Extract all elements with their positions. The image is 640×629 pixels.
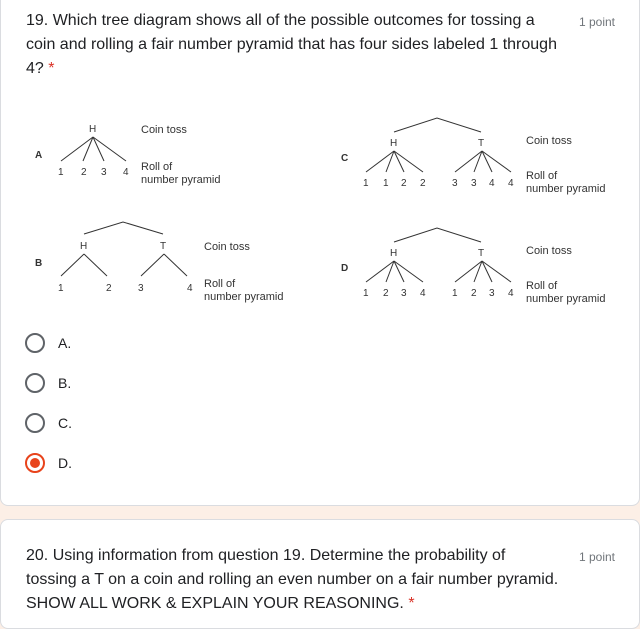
question-20-points: 1 point [578, 550, 615, 564]
option-d-label: D. [58, 455, 72, 471]
diagram-b-leaf: 4 [187, 283, 193, 294]
diagram-d-leaf: 1 [452, 288, 458, 299]
diagram-b-label-roll-1: Roll of [204, 278, 236, 290]
diagram-d-letter: D [341, 263, 349, 274]
diagram-a-node-h: H [89, 124, 97, 135]
diagram-d-leaf: 2 [383, 288, 389, 299]
diagram-a-label-roll-1: Roll of [141, 161, 173, 173]
diagram-d [341, 228, 605, 305]
diagram-b-label-roll-2: number pyramid [204, 291, 284, 303]
diagram-c-leaf: 2 [420, 178, 426, 189]
required-asterisk: * [48, 60, 55, 77]
diagram-a-leaf: 1 [58, 167, 64, 178]
diagram-b-leaf: 2 [106, 283, 112, 294]
diagram-b [35, 222, 283, 303]
question-20-title-line-2: tossing a T on a coin and rolling an even number on a fair number pyramid. [26, 571, 559, 588]
diagram-b-node-h: H [80, 241, 88, 252]
question-19-points: 1 point [578, 15, 615, 29]
question-19-title-line-2: coin and rolling a fair number pyramid that has four sides labeled 1 through [26, 36, 557, 53]
diagram-c-node-t: T [478, 138, 485, 149]
diagram-d-leaf: 4 [508, 288, 514, 299]
diagram-a-label-coin-toss: Coin toss [141, 124, 187, 136]
radio-a[interactable] [25, 333, 45, 353]
option-b-label: B. [58, 375, 72, 391]
diagram-c-leaf: 2 [401, 178, 407, 189]
diagram-c-node-h: H [390, 138, 398, 149]
radio-d-selected[interactable] [25, 453, 45, 473]
option-d[interactable] [25, 451, 72, 475]
required-asterisk: * [408, 595, 415, 612]
radio-c[interactable] [25, 413, 45, 433]
question-20-title-line-1: 20. Using information from question 19. Determine the probability of [26, 547, 506, 564]
diagram-c [341, 118, 605, 195]
diagram-d-node-h: H [390, 248, 398, 259]
diagram-d-node-t: T [478, 248, 485, 259]
diagram-c-label-roll-1: Roll of [526, 170, 558, 182]
diagram-a-leaf: 3 [101, 167, 107, 178]
diagram-d-label-roll-1: Roll of [526, 280, 558, 292]
diagram-d-leaf: 4 [420, 288, 426, 299]
option-c[interactable] [25, 411, 72, 435]
question-19-title-line-1: 19. Which tree diagram shows all of the possible outcomes for tossing a [26, 12, 535, 29]
question-20-title-line-3: SHOW ALL WORK & EXPLAIN YOUR REASONING. * [26, 595, 415, 612]
diagram-c-label-roll-2: number pyramid [526, 183, 606, 195]
diagram-d-label-coin-toss: Coin toss [526, 245, 572, 257]
diagram-d-leaf: 1 [363, 288, 369, 299]
diagram-c-label-coin-toss: Coin toss [526, 135, 572, 147]
diagram-b-leaf: 3 [138, 283, 144, 294]
diagram-c-letter: C [341, 153, 349, 164]
diagram-c-leaf: 3 [452, 178, 458, 189]
diagram-b-leaf: 1 [58, 283, 64, 294]
tree-diagrams-image [1, 0, 640, 507]
diagram-b-label-coin-toss: Coin toss [204, 241, 250, 253]
diagram-c-leaf: 1 [383, 178, 389, 189]
diagram-d-leaf: 2 [471, 288, 477, 299]
diagram-b-letter: B [35, 258, 43, 269]
question-20-card [0, 519, 640, 629]
diagram-d-leaf: 3 [489, 288, 495, 299]
diagram-a [35, 124, 220, 186]
diagram-a-letter: A [35, 150, 43, 161]
diagram-d-label-roll-2: number pyramid [526, 293, 606, 305]
question-20-title [26, 544, 576, 616]
diagram-c-leaf: 1 [363, 178, 369, 189]
diagram-a-leaf: 2 [81, 167, 87, 178]
diagram-a-label-roll-2: number pyramid [141, 174, 221, 186]
radio-selected-dot [30, 458, 40, 468]
diagram-c-leaf: 4 [508, 178, 514, 189]
option-a-label: A. [58, 335, 72, 351]
question-19-title-line-3: 4? * [26, 60, 55, 77]
diagram-c-leaf: 4 [489, 178, 495, 189]
option-b[interactable] [25, 371, 71, 395]
radio-b[interactable] [25, 373, 45, 393]
option-c-label: C. [58, 415, 72, 431]
diagram-d-leaf: 3 [401, 288, 407, 299]
diagram-a-leaf: 4 [123, 167, 129, 178]
diagram-b-node-t: T [160, 241, 167, 252]
diagram-c-leaf: 3 [471, 178, 477, 189]
option-a[interactable] [25, 331, 71, 355]
